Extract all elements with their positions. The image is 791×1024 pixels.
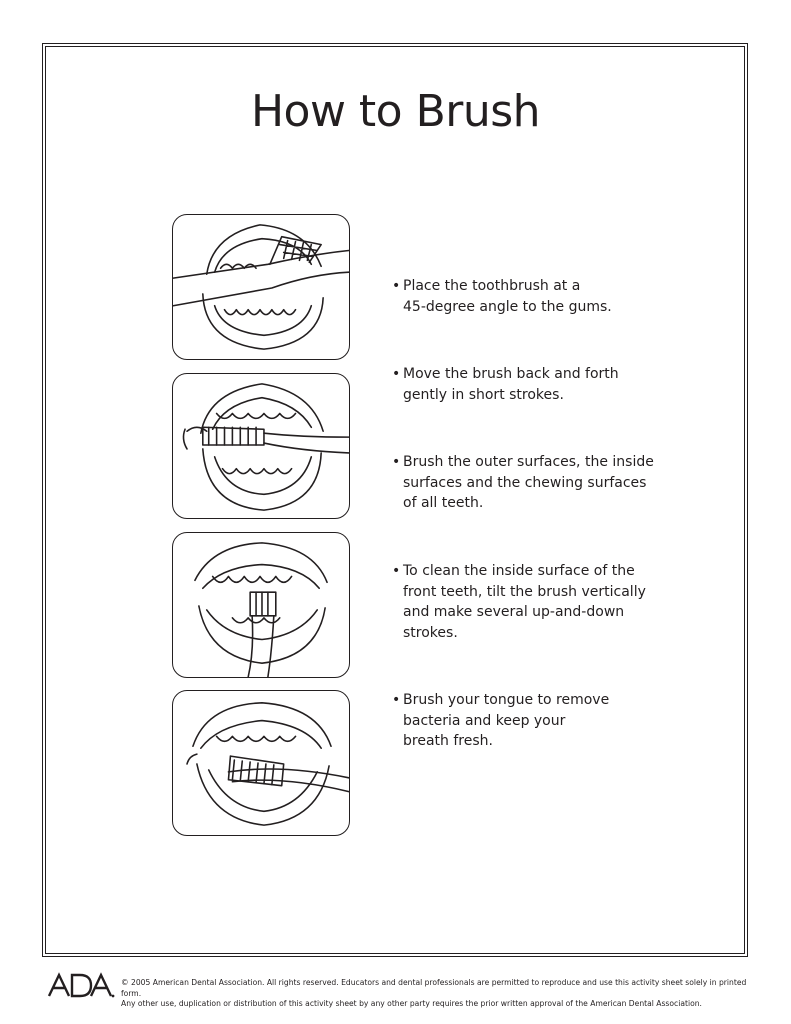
step-line: surfaces and the chewing surfaces xyxy=(403,474,647,491)
step-2-text xyxy=(392,364,662,405)
ada-logo xyxy=(47,972,115,998)
copyright-line: © 2005 American Dental Association. All rights reserved. Educators and dental professionals are permitted to reproduce and use this activity sheet solely in printed form. xyxy=(121,978,747,998)
bullet: • xyxy=(392,454,401,470)
step-line: 45-degree angle to the gums. xyxy=(403,298,612,315)
bullet: • xyxy=(392,563,401,579)
step-4-text xyxy=(392,561,662,643)
bullet: • xyxy=(392,692,401,708)
step-line: Brush your tongue to remove xyxy=(403,692,610,708)
step-line: gently in short strokes. xyxy=(403,386,564,403)
copyright-line: Any other use, duplication or distribution of this activity sheet by any other party requires the prior written approval of the American Dental Association. xyxy=(121,999,702,1008)
step-line: front teeth, tilt the brush vertically xyxy=(403,583,646,600)
step-line: and make several up-and-down xyxy=(403,604,625,620)
step-5-text xyxy=(392,690,662,752)
step-line: of all teeth. xyxy=(403,495,484,511)
step-line: breath fresh. xyxy=(403,733,493,749)
bullet: • xyxy=(392,366,401,382)
page-title: How to Brush xyxy=(250,86,541,137)
brush-angle-gums-illustration xyxy=(172,214,350,360)
copyright-notice xyxy=(121,978,761,1010)
step-line: Brush the outer surfaces, the inside xyxy=(403,454,654,470)
brush-vertical-front-illustration xyxy=(172,532,350,678)
brush-tongue-illustration xyxy=(172,690,350,836)
step-line: strokes. xyxy=(403,624,458,641)
step-line: bacteria and keep your xyxy=(403,712,566,729)
step-3-text xyxy=(392,452,662,514)
bullet: • xyxy=(392,278,401,294)
step-line: Place the toothbrush at a xyxy=(403,278,581,294)
brush-back-forth-illustration xyxy=(172,373,350,519)
step-line: Move the brush back and forth xyxy=(403,366,619,382)
step-1-text xyxy=(392,276,662,317)
step-line: To clean the inside surface of the xyxy=(403,563,635,579)
